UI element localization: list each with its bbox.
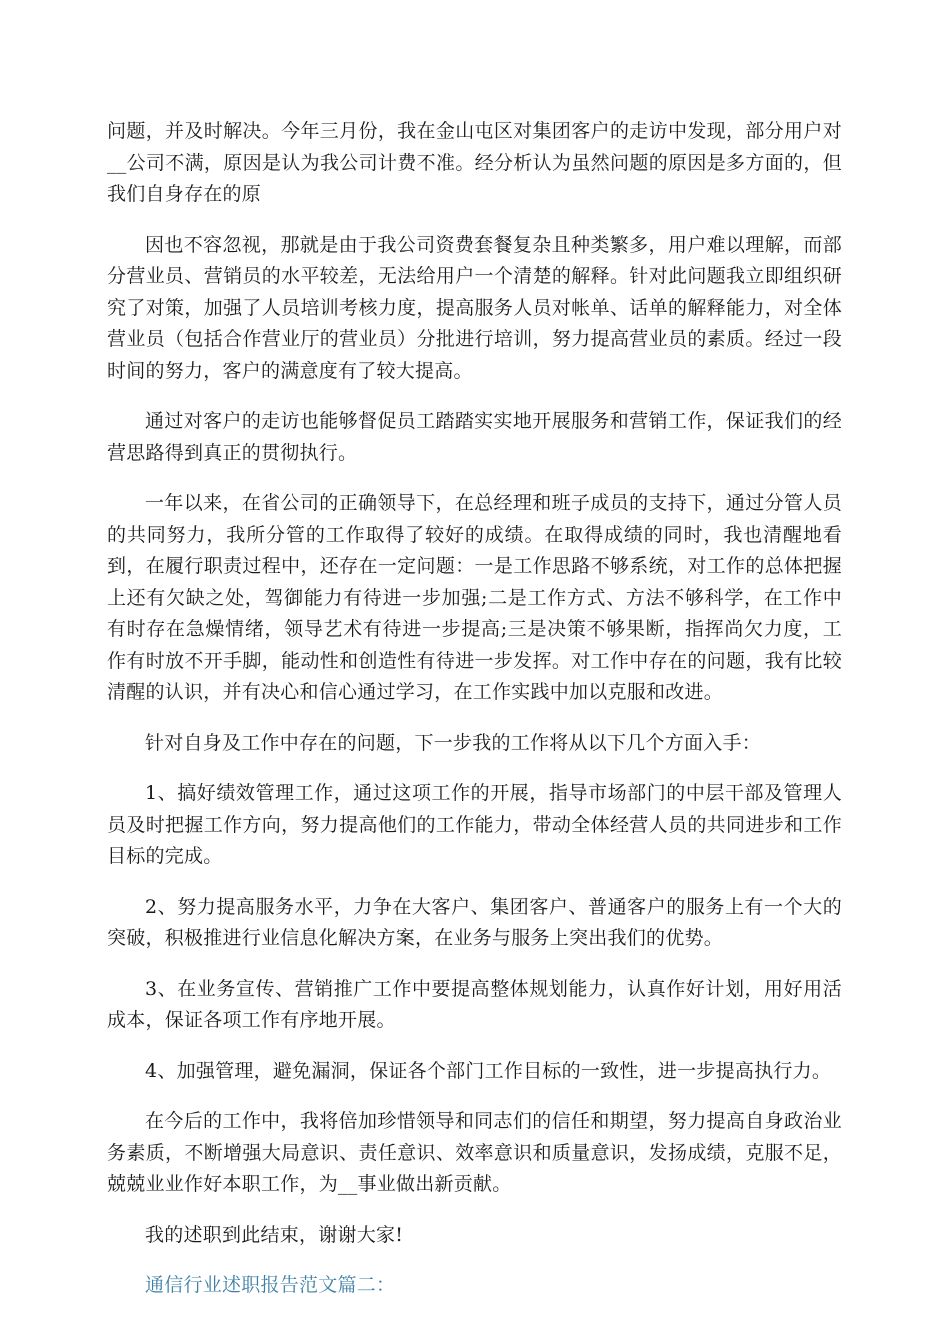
paragraph-closing: 在今后的工作中，我将倍加珍惜领导和同志们的信任和期望，努力提高自身政治业务素质，不断增强大局意识、责任意识、效率意识和质量意识，发扬成绩，克服不足，兢兢业业作好本职工作，为__事业做出新贡献。 (107, 1110, 842, 1195)
document-body (107, 116, 842, 1302)
list-item-3: 3、在业务宣传、营销推广工作中要提高整体规划能力，认真作好计划，用好用活成本，保证各项工作有序地开展。 (107, 977, 842, 1031)
paragraph-5: 针对自身及工作中存在的问题，下一步我的工作将从以下几个方面入手： (145, 731, 762, 754)
list-item-4: 4、加强管理，避免漏洞，保证各个部门工作目标的一致性，进一步提高执行力。 (145, 1059, 832, 1082)
list-item-2: 2、努力提高服务水平，力争在大客户、集团客户、普通客户的服务上有一个大的突破，积极推进行业信息化解决方案，在业务与服务上突出我们的优势。 (107, 895, 842, 949)
paragraph-3: 通过对客户的走访也能够督促员工踏踏实实地开展服务和营销工作，保证我们的经营思路得到真正的贯彻执行。 (107, 410, 842, 464)
paragraph-1: 问题，并及时解决。今年三月份，我在金山屯区对集团客户的走访中发现，部分用户对__公司不满，原因是认为我公司计费不准。经分析认为虽然问题的原因是多方面的，但我们自身存在的原 (107, 120, 842, 205)
list-item-1: 1、搞好绩效管理工作，通过这项工作的开展，指导市场部门的中层干部及管理人员及时把握工作方向，努力提高他们的工作能力，带动全体经营人员的共同进步和工作目标的完成。 (107, 782, 842, 867)
section-heading: 通信行业述职报告范文篇二： (145, 1274, 396, 1296)
paragraph-2: 因也不容忽视，那就是由于我公司资费套餐复杂且种类繁多，用户难以理解，而部分营业员、营销员的水平较差，无法给用户一个清楚的解释。针对此问题我立即组织研究了对策，加强了人员培训考核力度，提高服务人员对帐单、话单的解释能力，对全体营业员（包括合作营业厅的营业员）分批进行培训，努力提高营业员的素质。经过一段时间的努力，客户的满意度有了较大提高。 (107, 233, 842, 382)
paragraph-thanks: 我的述职到此结束，谢谢大家! (145, 1223, 404, 1246)
paragraph-4: 一年以来，在省公司的正确领导下，在总经理和班子成员的支持下，通过分管人员的共同努力，我所分管的工作取得了较好的成绩。在取得成绩的同时，我也清醒地看到，在履行职责过程中，还存在一定问题：一是工作思路不够系统，对工作的总体把握上还有欠缺之处，驾御能力有待进一步加强;二是工作方式、方法不够科学，在工作中有时存在急燥情绪，领导艺术有待进一步提高;三是决策不够果断，指挥尚欠力度，工作有时放不开手脚，能动性和创造性有待进一步发挥。对工作中存在的问题，我有比较清醒的认识，并有决心和信心通过学习，在工作实践中加以克服和改进。 (107, 492, 842, 703)
